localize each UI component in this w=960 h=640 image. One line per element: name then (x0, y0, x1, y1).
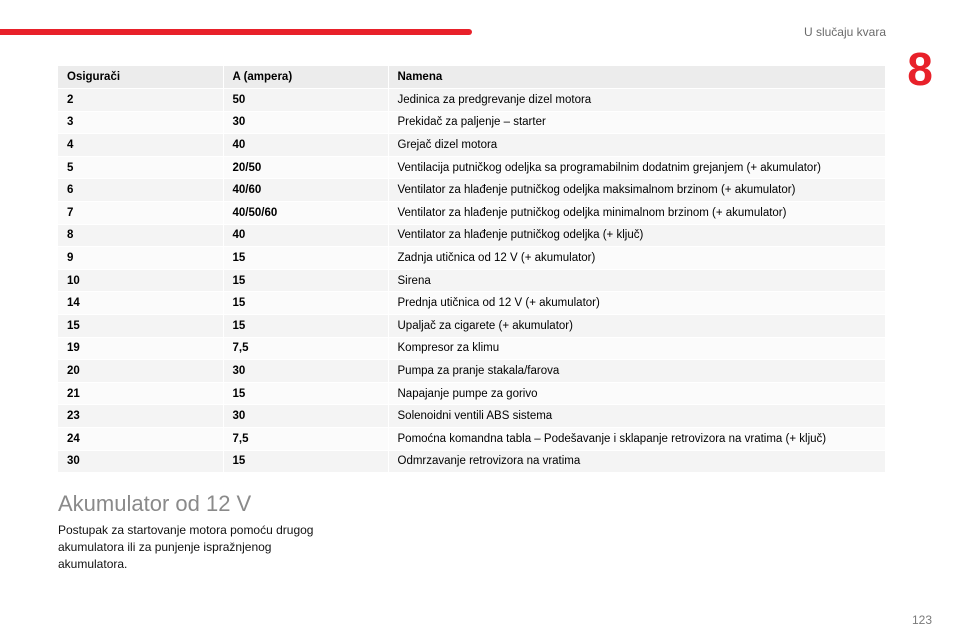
table-row (58, 360, 886, 383)
table-row (58, 427, 886, 450)
fuse-number-cell: 9 (58, 247, 223, 270)
column-header-fuse: Osigurači (58, 66, 223, 89)
amperage-cell: 50 (223, 89, 388, 112)
section-title: U slučaju kvara (803, 25, 886, 39)
fuse-number-cell: 30 (58, 450, 223, 473)
table-row (58, 89, 886, 112)
fuse-number-cell: 6 (58, 179, 223, 202)
purpose-cell: Solenoidni ventili ABS sistema (388, 405, 886, 428)
purpose-cell: Ventilator za hlađenje putničkog odeljka maksimalnom brzinom (+ akumulator) (388, 179, 886, 202)
table-row (58, 450, 886, 473)
fuse-number-cell: 21 (58, 382, 223, 405)
column-header-purpose: Namena (388, 66, 886, 89)
fuse-number-cell: 7 (58, 201, 223, 224)
amperage-cell: 30 (223, 111, 388, 134)
fuse-number-cell: 8 (58, 224, 223, 247)
table-row (58, 247, 886, 270)
purpose-cell: Napajanje pumpe za gorivo (388, 382, 886, 405)
purpose-cell: Pumpa za pranje stakala/farova (388, 360, 886, 383)
section-heading: Akumulator od 12 V (58, 491, 252, 516)
fuse-table-body (58, 89, 886, 473)
purpose-cell: Prekidač za paljenje – starter (388, 111, 886, 134)
table-row (58, 111, 886, 134)
fuse-number-cell: 23 (58, 405, 223, 428)
table-row (58, 134, 886, 157)
fuse-number-cell: 2 (58, 89, 223, 112)
table-row (58, 179, 886, 202)
amperage-cell: 15 (223, 247, 388, 270)
section-paragraph: Postupak za startovanje motora pomoću drugog akumulatora ili za punjenje ispražnjenog akumulatora. (58, 523, 314, 571)
purpose-cell: Sirena (388, 269, 886, 292)
purpose-cell: Upaljač za cigarete (+ akumulator) (388, 314, 886, 337)
purpose-cell: Ventilator za hlađenje putničkog odeljka minimalnom brzinom (+ akumulator) (388, 201, 886, 224)
fuse-number-cell: 5 (58, 156, 223, 179)
amperage-cell: 15 (223, 382, 388, 405)
amperage-cell: 30 (223, 405, 388, 428)
amperage-cell: 40/50/60 (223, 201, 388, 224)
fuse-number-cell: 19 (58, 337, 223, 360)
amperage-cell: 15 (223, 269, 388, 292)
fuse-number-cell: 14 (58, 292, 223, 315)
table-row (58, 405, 886, 428)
purpose-cell: Kompresor za klimu (388, 337, 886, 360)
chapter-number: 8 (907, 43, 933, 95)
purpose-cell: Ventilacija putničkog odeljka sa programabilnim dodatnim grejanjem (+ akumulator) (388, 156, 886, 179)
amperage-cell: 40/60 (223, 179, 388, 202)
table-row (58, 314, 886, 337)
table-row (58, 337, 886, 360)
fuse-table (58, 66, 886, 473)
purpose-cell: Ventilator za hlađenje putničkog odeljka (+ ključ) (388, 224, 886, 247)
fuse-number-cell: 20 (58, 360, 223, 383)
amperage-cell: 40 (223, 134, 388, 157)
table-row (58, 201, 886, 224)
table-row (58, 224, 886, 247)
amperage-cell: 30 (223, 360, 388, 383)
column-header-amperage: A (ampera) (223, 66, 388, 89)
amperage-cell: 7,5 (223, 337, 388, 360)
fuse-number-cell: 24 (58, 427, 223, 450)
amperage-cell: 15 (223, 292, 388, 315)
table-row (58, 382, 886, 405)
fuse-number-cell: 4 (58, 134, 223, 157)
table-row (58, 269, 886, 292)
purpose-cell: Zadnja utičnica od 12 V (+ akumulator) (388, 247, 886, 270)
purpose-cell: Odmrzavanje retrovizora na vratima (388, 450, 886, 473)
amperage-cell: 15 (223, 450, 388, 473)
page-number: 123 (911, 613, 932, 627)
purpose-cell: Jedinica za predgrevanje dizel motora (388, 89, 886, 112)
purpose-cell: Pomoćna komandna tabla – Podešavanje i sklapanje retrovizora na vratima (+ ključ) (388, 427, 886, 450)
header-accent-bar (0, 29, 472, 35)
amperage-cell: 7,5 (223, 427, 388, 450)
table-header-row (58, 66, 886, 89)
purpose-cell: Prednja utičnica od 12 V (+ akumulator) (388, 292, 886, 315)
fuse-number-cell: 3 (58, 111, 223, 134)
amperage-cell: 15 (223, 314, 388, 337)
fuse-number-cell: 15 (58, 314, 223, 337)
table-row (58, 156, 886, 179)
table-row (58, 292, 886, 315)
purpose-cell: Grejač dizel motora (388, 134, 886, 157)
fuse-number-cell: 10 (58, 269, 223, 292)
amperage-cell: 20/50 (223, 156, 388, 179)
amperage-cell: 40 (223, 224, 388, 247)
